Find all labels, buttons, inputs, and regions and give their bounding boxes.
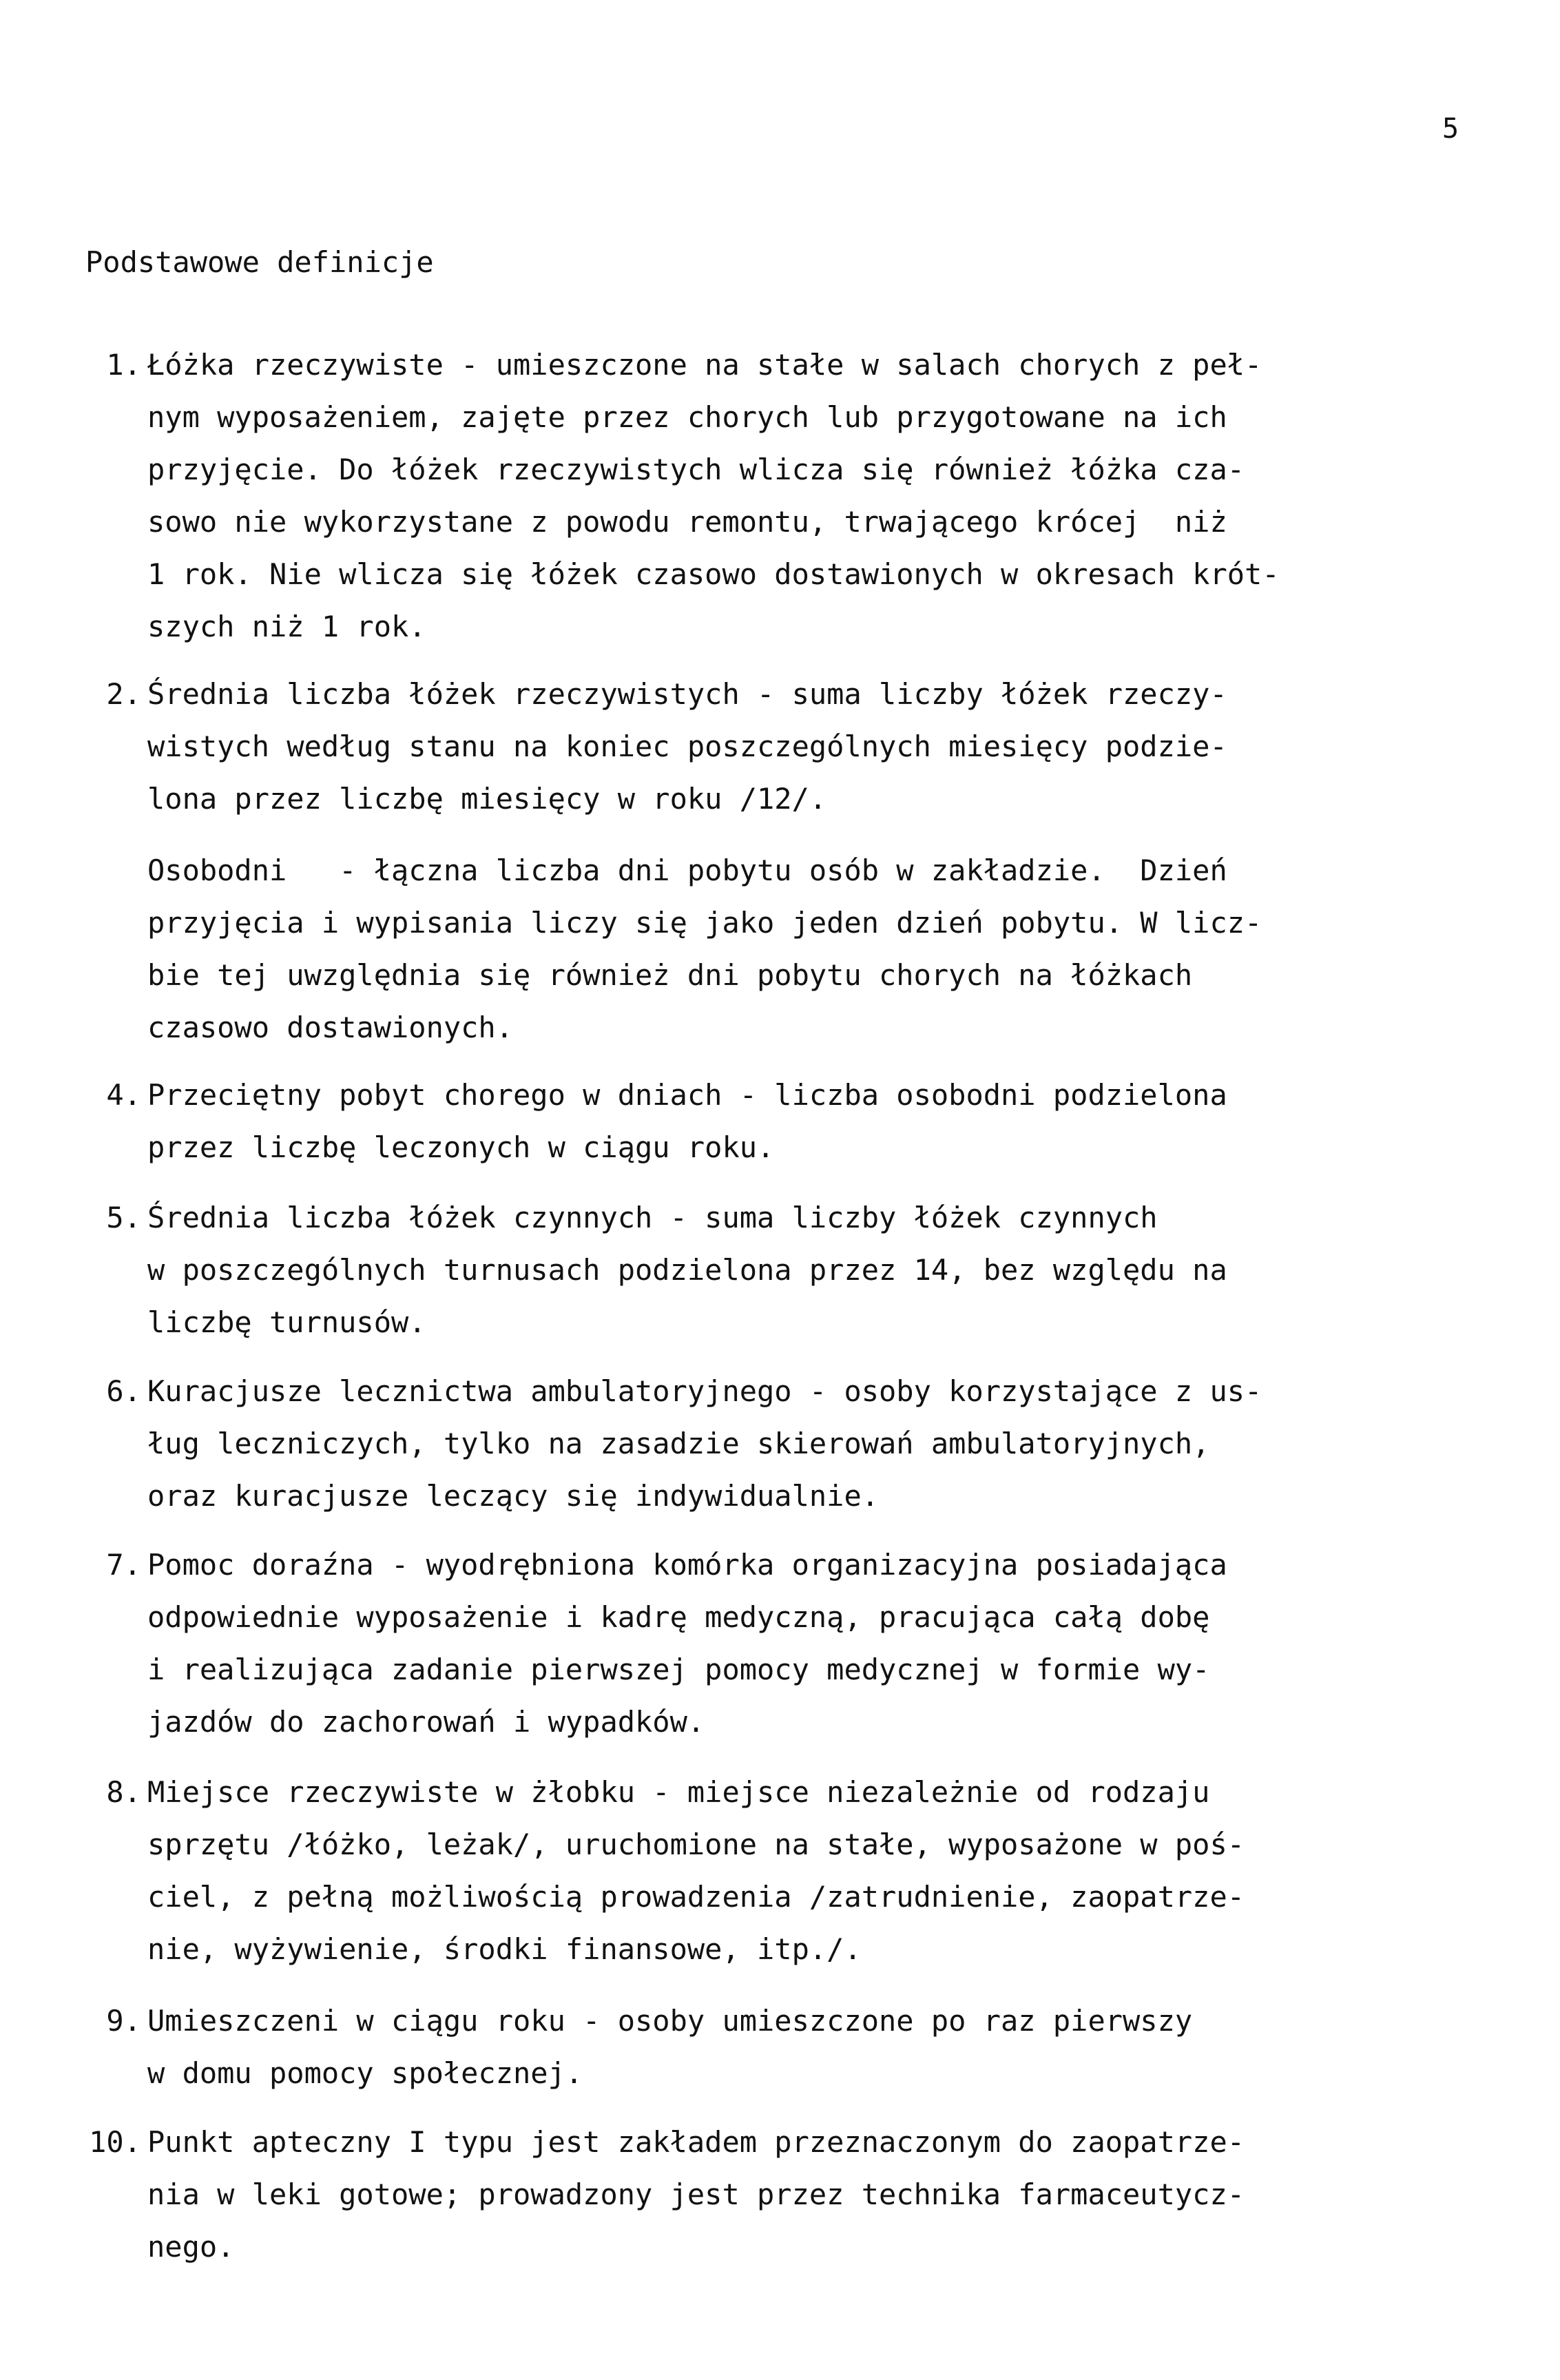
item-text-line: szych niż 1 rok. [147,610,426,643]
item-text-line: jazdów do zachorowań i wypadków. [147,1705,705,1739]
page-title: Podstawowe definicje [85,245,434,279]
item-text-line: przyjęcia i wypisania liczy się jako jeden dzień pobytu. W licz- [147,906,1262,940]
item-text-line: Przeciętny pobyt chorego w dniach - liczba osobodni podzielona [147,1078,1227,1112]
item-text-line: 1 rok. Nie wlicza się łóżek czasowo dostawionych w okresach krót- [147,557,1280,591]
item-text-line: wistych według stanu na koniec poszczególnych miesięcy podzie- [147,729,1227,763]
item-number: 7. [106,1548,141,1582]
item-text-line: lona przez liczbę miesięcy w roku /12/. [147,782,827,816]
item-text-line: czasowo dostawionych. [147,1011,514,1044]
item-text-line: sowo nie wykorzystane z powodu remontu, trwającego krócej niż [147,505,1227,539]
item-text-line: w domu pomocy społecznej. [147,2056,583,2090]
item-number: 5. [106,1201,141,1234]
item-number: 9. [106,2004,141,2038]
item-text-line: bie tej uwzględnia się również dni pobytu chorych na łóżkach [147,958,1193,992]
item-text-line: Średnia liczba łóżek czynnych - suma liczby łóżek czynnych [147,1201,1158,1234]
item-number: 1. [106,348,141,382]
item-number: 6. [106,1374,141,1408]
item-text-line: nym wyposażeniem, zajęte przez chorych lub przygotowane na ich [147,400,1227,434]
item-text-line: Umieszczeni w ciągu roku - osoby umieszczone po raz pierwszy [147,2004,1193,2038]
item-number: 8. [106,1775,141,1809]
item-text-line: sprzętu /łóżko, leżak/, uruchomione na stałe, wyposażone w poś- [147,1828,1245,1861]
item-text-line: liczbę turnusów. [147,1305,426,1339]
item-text-line: Osobodni - łączna liczba dni pobytu osób w zakładzie. Dzień [147,853,1227,887]
item-text-line: ciel, z pełną możliwością prowadzenia /zatrudnienie, zaopatrze- [147,1880,1245,1914]
item-number: 4. [106,1078,141,1112]
item-text-line: nia w leki gotowe; prowadzony jest przez technika farmaceutycz- [147,2177,1245,2211]
page-number: 5 [1442,113,1459,145]
item-text-line: odpowiednie wyposażenie i kadrę medyczną, pracująca całą dobę [147,1600,1210,1634]
item-text-line: oraz kuracjusze leczący się indywidualnie. [147,1479,880,1513]
item-text-line: ług leczniczych, tylko na zasadzie skierowań ambulatoryjnych, [147,1427,1210,1460]
item-text-line: nie, wyżywienie, środki finansowe, itp./. [147,1932,862,1966]
item-text-line: Kuracjusze lecznictwa ambulatoryjnego - osoby korzystające z us- [147,1374,1262,1408]
item-text-line: Średnia liczba łóżek rzeczywistych - suma liczby łóżek rzeczy- [147,677,1227,711]
item-text-line: przyjęcie. Do łóżek rzeczywistych wlicza się również łóżka cza- [147,453,1245,486]
item-number: 2. [106,677,141,711]
item-text-line: Punkt apteczny I typu jest zakładem przeznaczonym do zaopatrze- [147,2125,1245,2159]
item-text-line: i realizująca zadanie pierwszej pomocy medycznej w formie wy- [147,1653,1210,1686]
item-text-line: nego. [147,2230,235,2264]
item-text-line: Pomoc doraźna - wyodrębniona komórka organizacyjna posiadająca [147,1548,1227,1582]
item-text-line: Łóżka rzeczywiste - umieszczone na stałe w salach chorych z peł- [147,348,1262,382]
item-text-line: przez liczbę leczonych w ciągu roku. [147,1130,775,1164]
item-number: 10. [89,2125,141,2159]
item-text-line: w poszczególnych turnusach podzielona przez 14, bez względu na [147,1253,1227,1287]
item-text-line: Miejsce rzeczywiste w żłobku - miejsce niezależnie od rodzaju [147,1775,1210,1809]
